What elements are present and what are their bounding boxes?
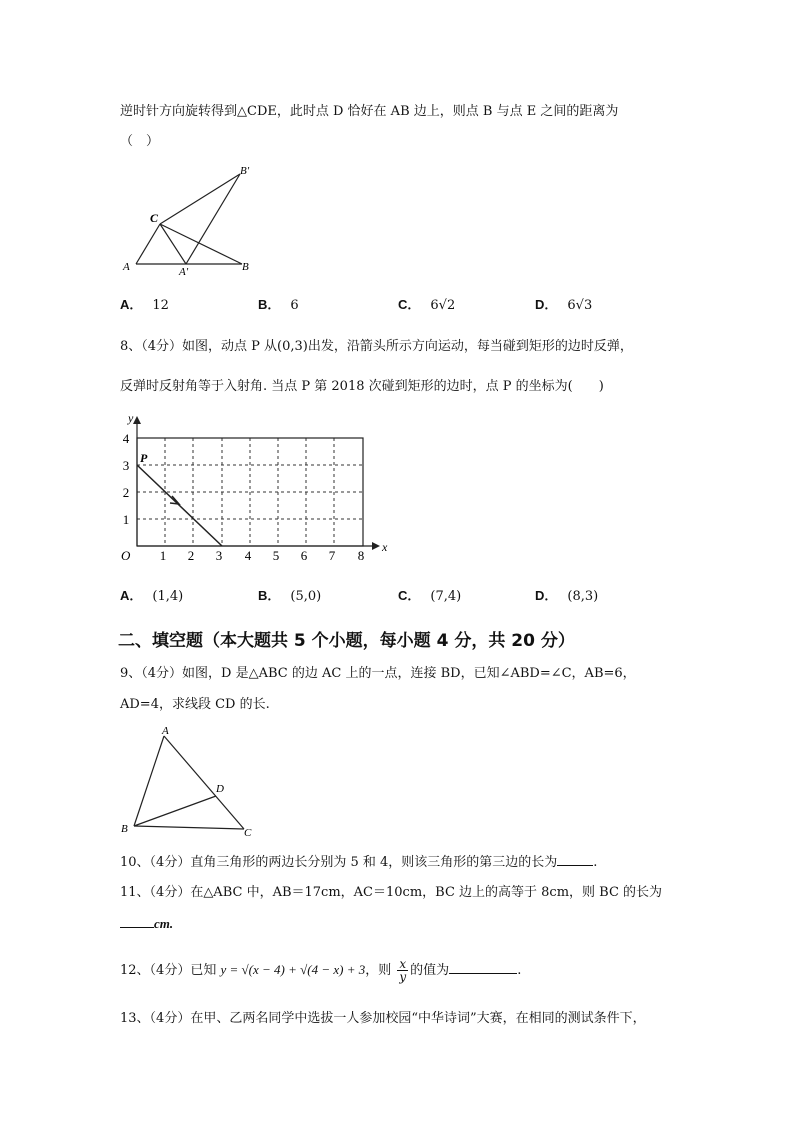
q7-option-b[interactable]: B． 6 [258, 297, 299, 313]
svg-text:1: 1 [159, 548, 167, 563]
q7-option-c[interactable]: C． 6√2 [398, 297, 456, 313]
q7-text-line2: （ ） [120, 134, 160, 149]
q12-suffix: 的值为 [410, 963, 450, 978]
segment-CB-prime [160, 174, 240, 224]
y-axis-arrow [133, 416, 141, 424]
grid-dashed [137, 438, 363, 546]
origin-label: O [121, 548, 131, 563]
segment-BC [134, 826, 244, 829]
q12-prefix: 12、（4分）已知 [120, 963, 217, 978]
svg-text:5: 5 [272, 548, 280, 563]
section-heading: 二、填空题（本大题共 5 个小题，每小题 4 分，共 20 分） [118, 631, 575, 651]
q12-text [120, 958, 521, 983]
svg-text:2: 2 [187, 548, 195, 563]
q10-text-end: . [593, 855, 598, 870]
label-C: C [244, 827, 252, 839]
svg-text:8: 8 [357, 548, 365, 563]
segment-AC [164, 736, 244, 829]
label-A: A [123, 261, 130, 273]
svg-text:4: 4 [244, 548, 252, 563]
q10-text [120, 853, 597, 872]
q8-text-line1: 8、（4分）如图，动点 P 从(0,3)出发，沿箭头所示方向运动，每当碰到矩形的边时反弹， [120, 339, 633, 354]
q9-figure [116, 722, 266, 842]
q8-figure [112, 408, 397, 573]
svg-text:7: 7 [328, 548, 336, 563]
q12-end: . [517, 963, 522, 978]
path-P [137, 465, 222, 546]
label-B: B [242, 261, 249, 273]
y-axis-label: y [128, 411, 134, 425]
y-tick-labels [123, 431, 130, 527]
x-axis-label: x [382, 540, 388, 554]
svg-text:3: 3 [122, 458, 130, 473]
q8-option-d[interactable]: D． (8,3) [535, 588, 599, 604]
label-A: A [162, 725, 169, 737]
q11-answer-blank[interactable] [120, 915, 154, 928]
label-B-prime: B′ [240, 165, 250, 177]
segment-BD [134, 796, 216, 826]
q12-fraction: $\frac{x}{y}$ [399, 957, 407, 984]
q7-text-line1: 逆时针方向旋转得到△CDE，此时点 D 恰好在 AB 边上，则点 B 与点 E 之间的距离为 [120, 104, 619, 119]
label-C: C [150, 211, 159, 225]
q10-answer-blank[interactable] [557, 853, 593, 866]
svg-text:3: 3 [215, 548, 223, 563]
segment-AB [134, 736, 164, 826]
q8-option-a[interactable]: A． (1,4) [120, 588, 184, 604]
segment-AC [136, 224, 160, 264]
svg-text:2: 2 [122, 485, 130, 500]
q7-option-a[interactable]: A． 12 [120, 297, 169, 313]
label-A-prime: A′ [179, 266, 189, 278]
svg-text:1: 1 [122, 512, 130, 527]
q9-text-line1: 9、（4分）如图，D 是△ABC 的边 AC 上的一点，连接 BD，已知∠ABD=∠C，AB=6， [120, 666, 636, 681]
point-P-label: P [140, 451, 148, 465]
q8-option-b[interactable]: B． (5,0) [258, 588, 322, 604]
label-B: B [121, 823, 128, 835]
q10-text-body: 10、（4分）直角三角形的两边长分别为 5 和 4，则该三角形的第三边的长为 [120, 855, 558, 870]
label-D: D [216, 783, 224, 795]
q8-option-c[interactable]: C． (7,4) [398, 588, 462, 604]
q12-mid: ，则 [365, 963, 392, 978]
q12-equation: y = √(x − 4) + √(4 − x) + 3 [220, 962, 366, 977]
q7-figure [118, 160, 268, 280]
q11-unit: cm. [154, 916, 174, 931]
svg-text:6: 6 [300, 548, 308, 563]
q11-text-line1: 11、（4分）在△ABC 中，AB＝17cm，AC＝10cm，BC 边上的高等于 8cm，则 BC 的长为 [120, 885, 663, 900]
q8-text-line2: 反弹时反射角等于入射角. 当点 P 第 2018 次碰到矩形的边时，点 P 的坐标为( ) [120, 379, 604, 394]
x-tick-labels [160, 548, 365, 563]
q13-text-line1: 13、（4分）在甲、乙两名同学中选拔一人参加校园“中华诗词”大赛，在相同的测试条件下， [120, 1011, 646, 1026]
q12-answer-blank[interactable] [449, 961, 517, 974]
q11-text-line2 [120, 915, 173, 934]
x-axis-arrow [372, 542, 380, 550]
q9-text-line2: AD=4，求线段 CD 的长. [120, 697, 270, 712]
svg-text:4: 4 [122, 431, 130, 446]
q7-option-d[interactable]: D． 6√3 [535, 297, 593, 313]
